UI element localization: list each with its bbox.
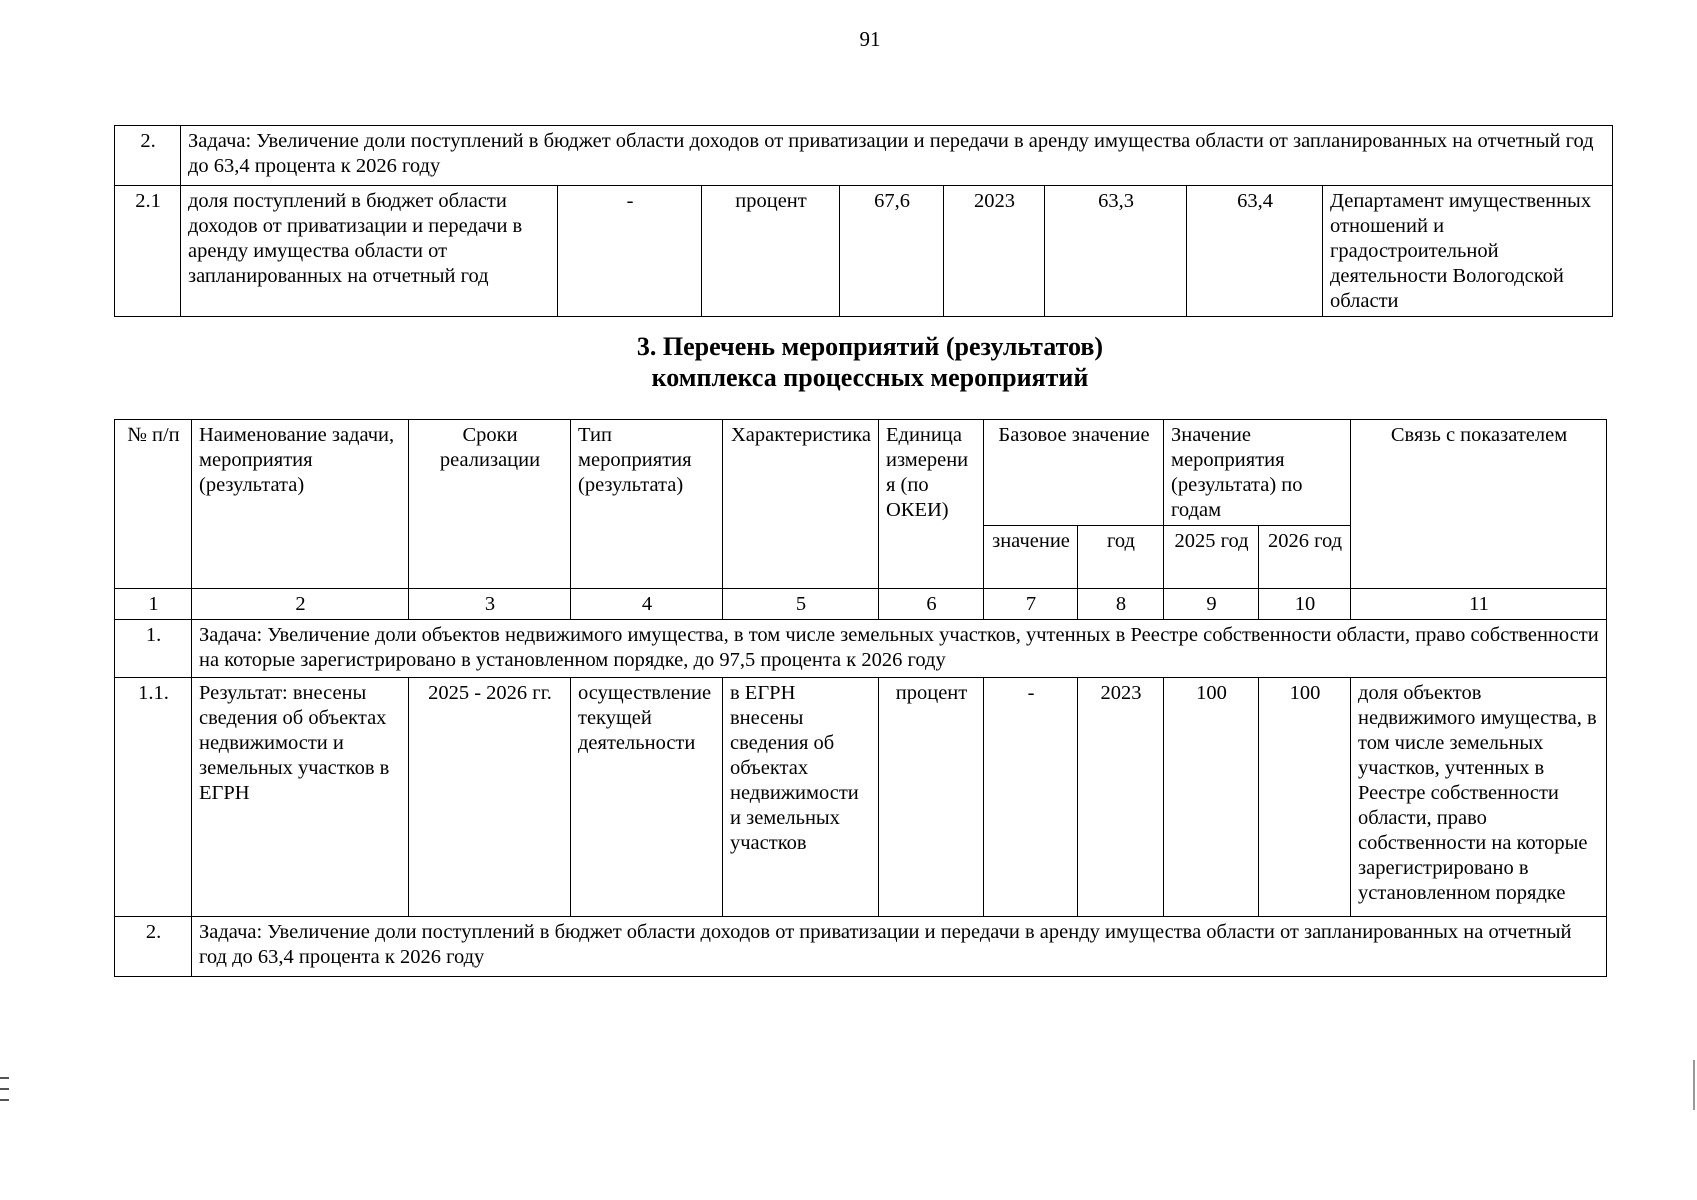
column-number: 5 — [723, 589, 879, 620]
column-number: 7 — [984, 589, 1078, 620]
header-terms: Сроки реализации — [409, 420, 571, 589]
column-number: 8 — [1078, 589, 1164, 620]
column-number: 2 — [192, 589, 409, 620]
header-characteristic: Характеристика — [723, 420, 879, 589]
page-number: 91 — [859, 27, 881, 51]
result-base-value: - — [984, 678, 1078, 917]
indicator-number: 2.1 — [115, 186, 181, 317]
header-base-year: год — [1078, 526, 1164, 589]
indicator-unit: процент — [702, 186, 840, 317]
header-year-2026: 2026 год — [1259, 526, 1351, 589]
indicators-table-continuation — [114, 125, 1613, 317]
task-number: 1. — [115, 620, 192, 678]
result-value-2026: 100 — [1259, 678, 1351, 917]
indicator-value-2026: 63,4 — [1187, 186, 1323, 317]
column-number: 9 — [1164, 589, 1259, 620]
header-name: Наименование задачи, мероприятия (результата) — [192, 420, 409, 589]
indicator-row — [115, 186, 1613, 317]
task-number: 2. — [115, 126, 181, 186]
indicator-base-value: 67,6 — [840, 186, 944, 317]
scan-edge-mark — [0, 1099, 9, 1101]
result-number: 1.1. — [115, 678, 192, 917]
header-year-2025: 2025 год — [1164, 526, 1259, 589]
result-terms: 2025 - 2026 гг. — [409, 678, 571, 917]
result-value-2025: 100 — [1164, 678, 1259, 917]
header-unit: Единица измерения (по ОКЕИ) — [879, 420, 984, 589]
task-row — [115, 126, 1613, 186]
result-row — [115, 678, 1607, 917]
header-num: № п/п — [115, 420, 192, 589]
result-name: Результат: внесены сведения об объектах недвижимости и земельных участков в ЕГРН — [192, 678, 409, 917]
column-number: 6 — [879, 589, 984, 620]
header-values-group: Значение мероприятия (результата) по годам — [1164, 420, 1351, 526]
header-row-1 — [115, 420, 1607, 526]
task-text: Задача: Увеличение доли объектов недвижимого имущества, в том числе земельных участков, учтенных в Реестре собственности области, право собственности на которые зарегистрировано в установленном порядке, до 97,5 процента к 2026 году — [192, 620, 1607, 678]
task-row — [115, 620, 1607, 678]
result-link: доля объектов недвижимого имущества, в том числе земельных участков, учтенных в Реестре собственности области, право собственности на которые зарегистрировано в установленном порядке — [1351, 678, 1607, 917]
column-number: 1 — [115, 589, 192, 620]
column-numbers-row — [115, 589, 1607, 620]
column-number: 10 — [1259, 589, 1351, 620]
indicator-name: доля поступлений в бюджет области доходов от приватизации и передачи в аренду имущества области от запланированных на отчетный год — [181, 186, 558, 317]
result-characteristic: в ЕГРН внесены сведения об объектах недвижимости и земельных участков — [723, 678, 879, 917]
column-number: 3 — [409, 589, 571, 620]
section-title — [0, 331, 1697, 393]
task-text: Задача: Увеличение доли поступлений в бюджет области доходов от приватизации и передачи в аренду имущества области от запланированных на отчетный год до 63,4 процента к 2026 году — [192, 917, 1607, 977]
scan-edge-mark — [0, 1077, 9, 1079]
indicator-dash: - — [558, 186, 702, 317]
indicator-value-2025: 63,3 — [1045, 186, 1187, 317]
header-base-value: значение — [984, 526, 1078, 589]
indicator-base-year: 2023 — [944, 186, 1045, 317]
header-link: Связь с показателем — [1351, 420, 1607, 589]
result-base-year: 2023 — [1078, 678, 1164, 917]
header-base-group: Базовое значение — [984, 420, 1164, 526]
result-unit: процент — [879, 678, 984, 917]
scan-edge-mark — [0, 1088, 9, 1090]
scan-edge-mark — [1693, 1060, 1695, 1110]
column-number: 11 — [1351, 589, 1607, 620]
task-number: 2. — [115, 917, 192, 977]
header-type: Тип мероприятия (результата) — [571, 420, 723, 589]
indicator-responsible: Департамент имущественных отношений и градостроительной деятельности Вологодской области — [1323, 186, 1613, 317]
activities-table — [114, 419, 1607, 977]
task-text: Задача: Увеличение доли поступлений в бюджет области доходов от приватизации и передачи в аренду имущества области от запланированных на отчетный год до 63,4 процента к 2026 году — [181, 126, 1613, 186]
section-title-line2: комплекса процессных мероприятий — [651, 363, 1089, 392]
column-number: 4 — [571, 589, 723, 620]
section-title-line1: 3. Перечень мероприятий (результатов) — [636, 332, 1104, 361]
result-type: осуществление текущей деятельности — [571, 678, 723, 917]
task-row — [115, 917, 1607, 977]
